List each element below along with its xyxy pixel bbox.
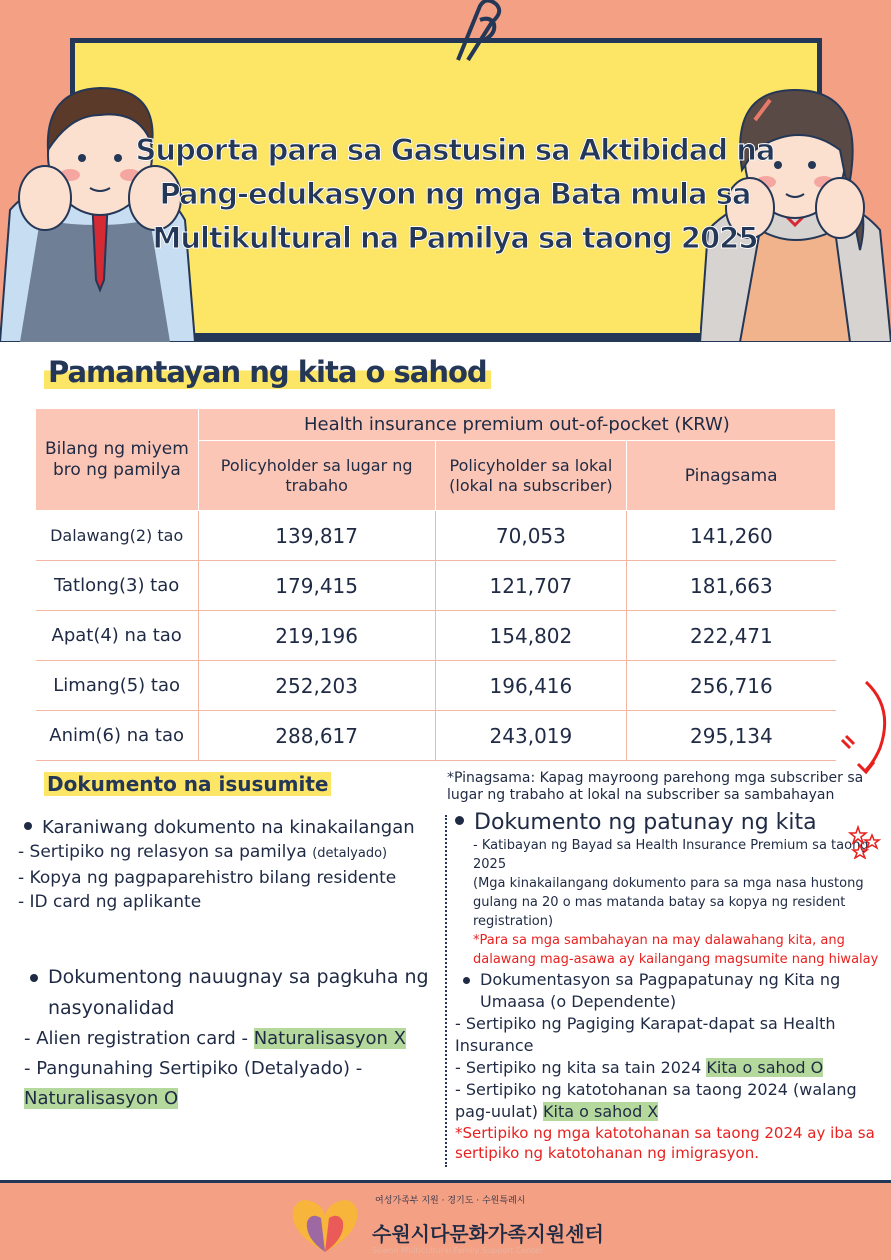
- list-item: - Sertipiko ng kita sa tain 2024 Kita o sahod O: [455, 1058, 824, 1077]
- bullet-icon: [455, 816, 464, 825]
- cell-value: 222,471: [627, 611, 836, 661]
- nationality-documents-heading: Dokumentong nauugnay sa pagkuha ng nasyonalidad: [48, 966, 429, 1019]
- footer-partners: 여성가족부 지원 · 경기도 · 수원특례시: [375, 1196, 526, 1206]
- list-item: - Alien registration card - Naturalisasyon X: [24, 1028, 406, 1049]
- list-item: - Sertipiko ng katotohanan sa taong 2024 (walang pag-uulat) Kita o sahod X: [455, 1080, 857, 1121]
- table-row: [36, 611, 836, 661]
- main-title-line-3: Multikultural na Pamilya sa taong 2025: [152, 221, 758, 255]
- cell-value: 121,707: [435, 561, 627, 611]
- center-english-name: Suwon Multicultural Family Support Center: [372, 1246, 543, 1255]
- income-section-title: Pamantayan ng kita o sahod: [44, 355, 491, 389]
- income-proof-heading: Dokumento ng patunay ng kita: [474, 810, 817, 835]
- cell-value: 139,817: [198, 511, 435, 561]
- general-documents-heading: Karaniwang dokumento na kinakailangan: [42, 817, 415, 838]
- sparkle-icon: [848, 825, 882, 859]
- table-row: [36, 561, 836, 611]
- row-label: Dalawang(2) tao: [36, 511, 199, 561]
- column-header-combined: Pinagsama: [627, 441, 836, 511]
- cell-value: 252,203: [198, 661, 435, 711]
- main-title: [110, 128, 800, 260]
- main-title-line-1: Suporta para sa Gastusin sa Aktibidad na: [135, 133, 775, 167]
- list-item: - Kopya ng pagpaparehistro bilang residente: [18, 868, 397, 888]
- cell-value: 295,134: [627, 711, 836, 761]
- combined-note: *Pinagsama: Kapag mayroong parehong mga subscriber sa lugar ng trabaho at lokal na subscriber sa sambahayan: [447, 770, 864, 803]
- cell-value: 141,260: [627, 511, 836, 561]
- dual-income-note: *Para sa mga sambahayan na may dalawahang kita, ang dalawang mag-asawa ay kailangang magsumite nang hiwalay: [473, 933, 879, 967]
- curved-arrow-icon: [836, 678, 891, 778]
- center-name: 수원시다문화가족지원센터: [372, 1222, 604, 1246]
- row-label: Tatlong(3) tao: [36, 561, 199, 611]
- row-label: Apat(4) na tao: [36, 611, 199, 661]
- row-label: Anim(6) na tao: [36, 711, 199, 761]
- column-header-local: Policyholder sa lokal (lokal na subscriber): [435, 441, 627, 511]
- column-header-workplace: Policyholder sa lugar ng trabaho: [198, 441, 435, 511]
- column-divider: [445, 815, 447, 1167]
- income-proof-documents: [455, 810, 887, 1163]
- table-row: [36, 711, 836, 761]
- documents-section-title: Dokumento na isusumite: [44, 772, 331, 796]
- table-group-header: Health insurance premium out-of-pocket (KRW): [198, 409, 835, 441]
- center-logo-icon: [285, 1192, 365, 1256]
- cell-value: 70,053: [435, 511, 627, 561]
- cell-value: 154,802: [435, 611, 627, 661]
- row-label: Limang(5) tao: [36, 661, 199, 711]
- table-row: [36, 661, 836, 711]
- list-item: - Sertipiko ng relasyon sa pamilya (detalyado): [18, 842, 388, 862]
- list-item: - Sertipiko ng Pagiging Karapat-dapat sa Health Insurance: [455, 1014, 836, 1055]
- dependent-income-heading: Dokumentasyon sa Pagpapatunay ng Kita ng Umaasa (o Dependente): [480, 970, 841, 1011]
- bullet-icon: [463, 977, 470, 984]
- table-row-header: Bilang ng miyem bro ng pamilya: [36, 409, 199, 511]
- safety-pin-icon: [440, 0, 520, 70]
- cell-value: 256,716: [627, 661, 836, 711]
- list-item: - Pangunahing Sertipiko (Detalyado) - Naturalisasyon O: [24, 1058, 363, 1109]
- cell-value: 196,416: [435, 661, 627, 711]
- bullet-icon: [30, 974, 38, 982]
- nationality-documents: [24, 962, 434, 1114]
- cell-value: 179,415: [198, 561, 435, 611]
- cell-value: 243,019: [435, 711, 627, 761]
- list-item: - ID card ng aplikante: [18, 892, 202, 912]
- income-table: [35, 408, 836, 761]
- general-documents: [18, 816, 443, 914]
- cell-value: 219,196: [198, 611, 435, 661]
- list-item: (Mga kinakailangang dokumento para sa mga nasa hustong gulang na 20 o mas matanda batay sa kopya ng resident registration): [473, 876, 864, 929]
- main-title-line-2: Pang-edukasyon ng mga Bata mula sa: [159, 177, 751, 211]
- list-item: - Katibayan ng Bayad sa Health Insurance Premium sa taong 2025: [473, 838, 869, 872]
- cell-value: 181,663: [627, 561, 836, 611]
- bullet-icon: [24, 822, 32, 830]
- table-row: [36, 511, 836, 561]
- immigration-note: *Sertipiko ng mga katotohanan sa taong 2024 ay iba sa sertipiko ng katotohanan ng imigrasyon.: [455, 1124, 875, 1162]
- cell-value: 288,617: [198, 711, 435, 761]
